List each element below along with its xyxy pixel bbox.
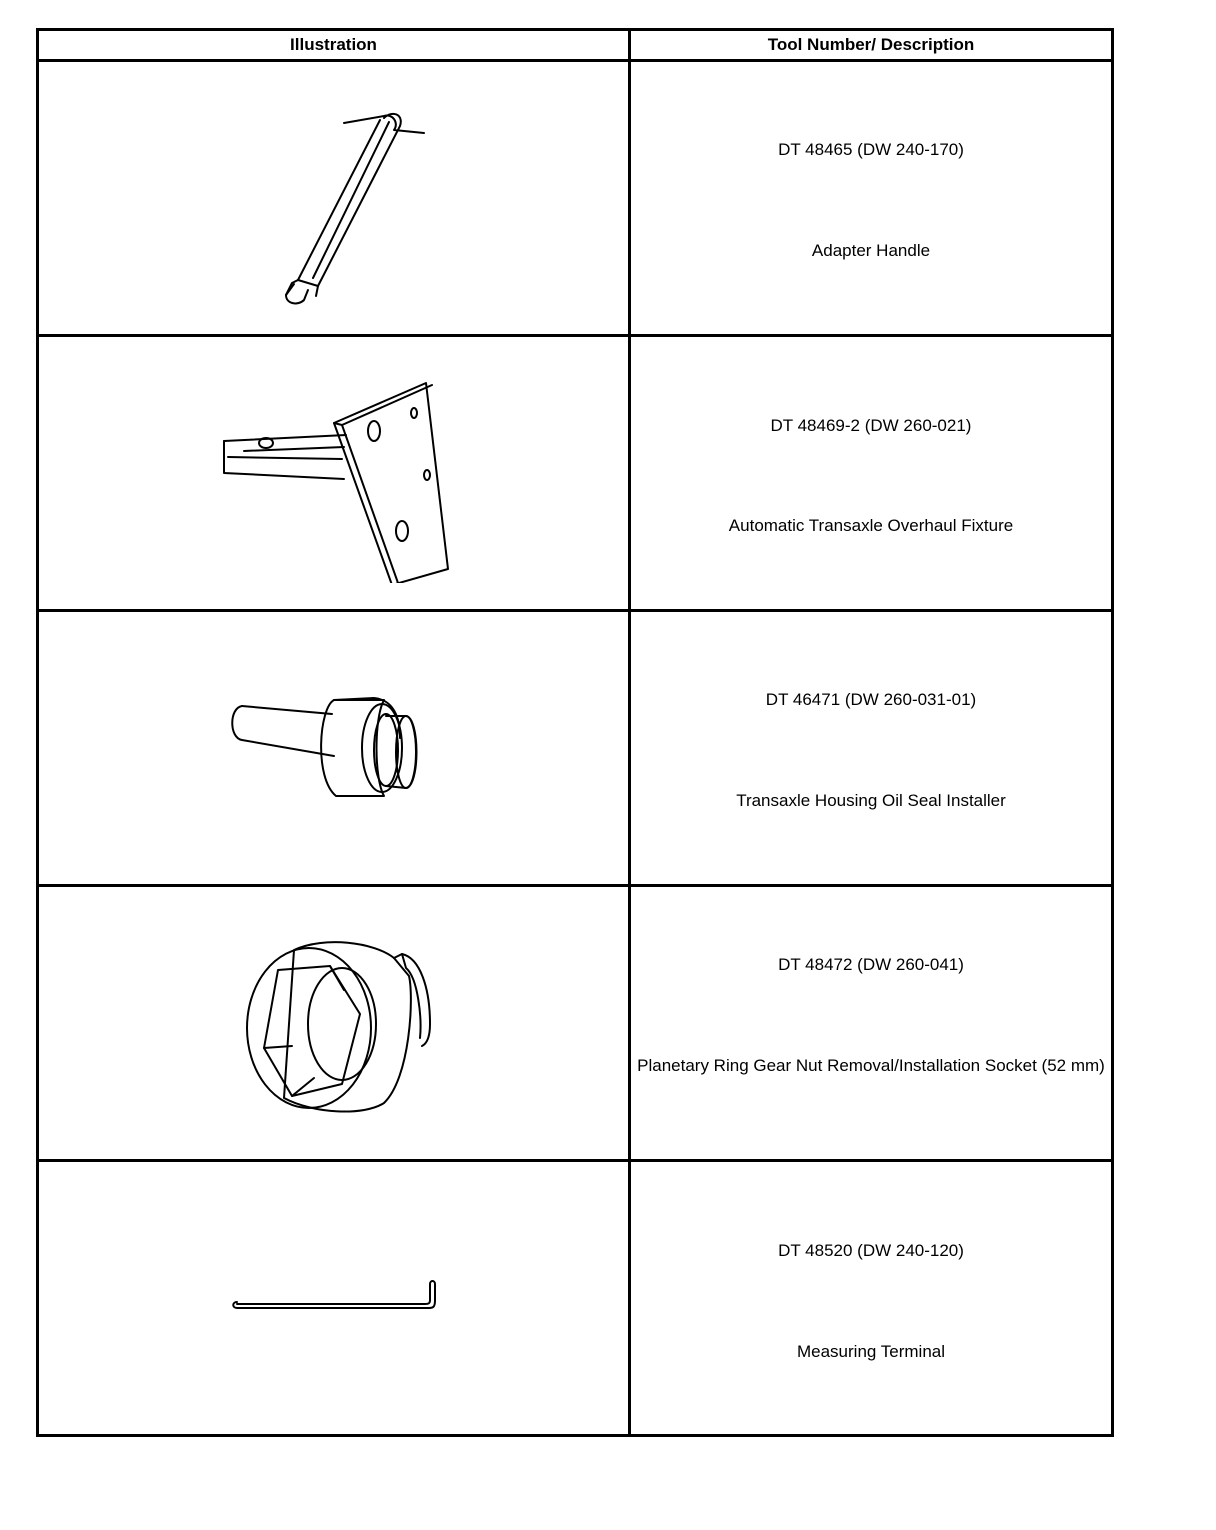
tool-table xyxy=(36,28,1114,1437)
tool-name: Automatic Transaxle Overhaul Fixture xyxy=(728,516,1014,535)
header-description: Tool Number/ Description xyxy=(630,30,1113,61)
tool-number: DT 48469-2 (DW 260-021) xyxy=(770,416,972,435)
table-row xyxy=(38,1161,1113,1436)
header-row xyxy=(38,30,1113,61)
ring-gear-socket-icon xyxy=(234,928,434,1118)
overhaul-fixture-icon xyxy=(214,363,454,583)
table-row xyxy=(38,336,1113,611)
description-cell xyxy=(630,886,1113,1161)
illustration-cell xyxy=(38,611,630,886)
tool-number: DT 48520 (DW 240-120) xyxy=(778,1241,964,1260)
illustration-cell xyxy=(38,886,630,1161)
oil-seal-installer-icon xyxy=(224,678,444,818)
measuring-terminal-icon xyxy=(229,1278,439,1318)
illustration-cell xyxy=(38,61,630,336)
table-row xyxy=(38,611,1113,886)
description-cell xyxy=(630,61,1113,336)
tool-name: Transaxle Housing Oil Seal Installer xyxy=(736,791,1006,810)
illustration-cell xyxy=(38,1161,630,1436)
tool-number: DT 48465 (DW 240-170) xyxy=(778,140,964,159)
table-row xyxy=(38,61,1113,336)
adapter-handle-icon xyxy=(234,88,434,308)
table-row xyxy=(38,886,1113,1161)
description-cell xyxy=(630,1161,1113,1436)
illustration-cell xyxy=(38,336,630,611)
description-cell xyxy=(630,336,1113,611)
tool-number: DT 48472 (DW 260-041) xyxy=(778,955,964,974)
tool-number: DT 46471 (DW 260-031-01) xyxy=(765,690,977,709)
header-illustration: Illustration xyxy=(38,30,630,61)
description-cell xyxy=(630,611,1113,886)
tool-name: Measuring Terminal xyxy=(796,1342,946,1361)
tool-name: Adapter Handle xyxy=(811,241,931,260)
tool-name: Planetary Ring Gear Nut Removal/Installation Socket (52 mm) xyxy=(637,1056,1105,1075)
